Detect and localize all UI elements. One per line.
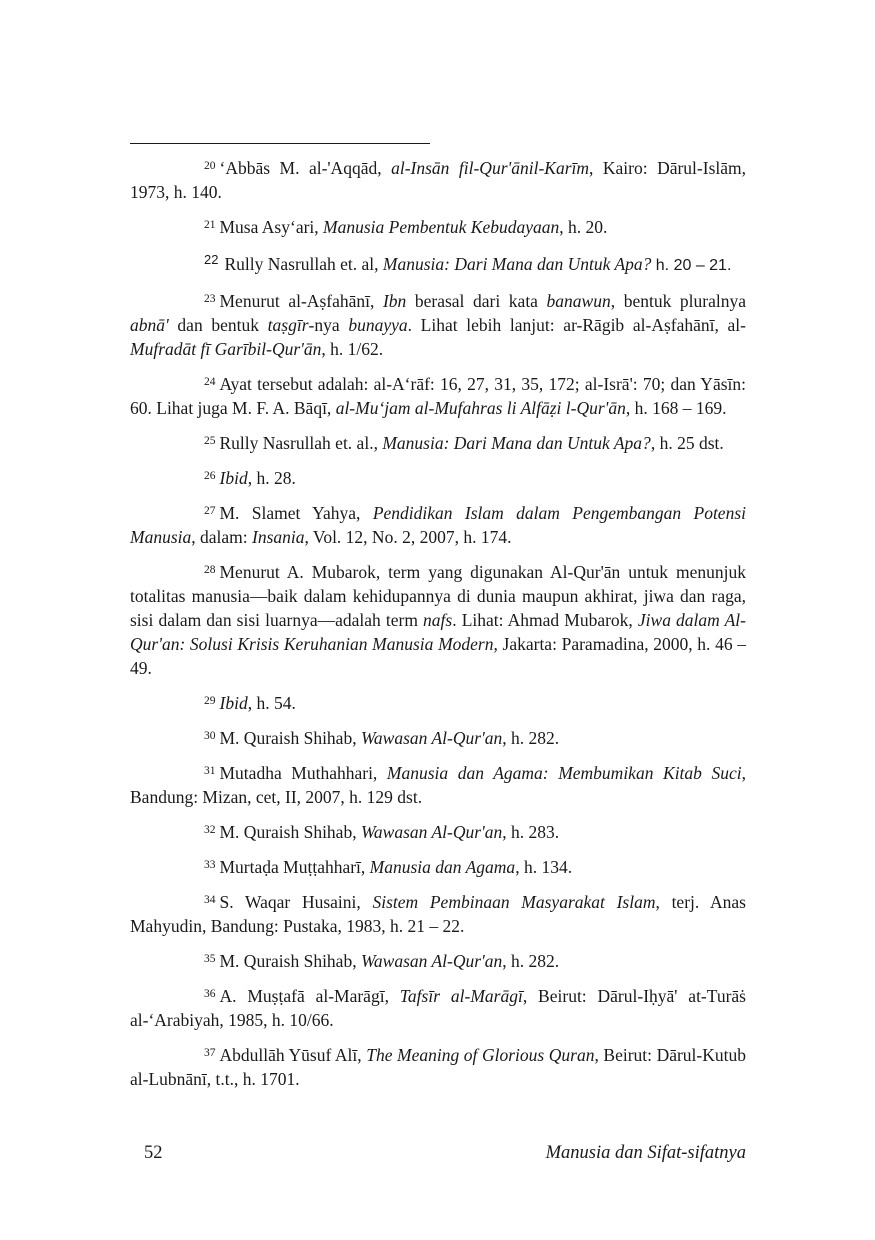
footnote-number: 22 — [204, 252, 219, 267]
footnotes-section — [130, 154, 746, 1100]
footnote-text: Musa Asy‘ari, Manusia Pembentuk Kebudayaan, h. 20. — [219, 217, 608, 237]
footnote-30 — [130, 724, 746, 750]
footnote-28 — [130, 558, 746, 680]
footnote-text: M. Slamet Yahya, Pendidikan Islam dalam Pengembangan Potensi Manusia, dalam: Insania, Vol. 12, No. 2, 2007, h. 174. — [130, 503, 746, 547]
footnote-text: Ibid, h. 54. — [219, 693, 296, 713]
footnote-text: ‘Abbās M. al-'Aqqād, al-Insān fil-Qur'ānil-Karīm, Kairo: Dārul-Islām, 1973, h. 140. — [130, 158, 747, 202]
footnote-text: Abdullāh Yūsuf Alī, The Meaning of Glorious Quran, Beirut: Dārul-Kutub al-Lubnānī, t.t., h. 1701. — [130, 1045, 746, 1089]
footnote-23 — [130, 287, 746, 361]
footnote-22 — [130, 248, 746, 278]
footnote-text: S. Waqar Husaini, Sistem Pembinaan Masyarakat Islam, terj. Anas Mahyudin, Bandung: Pustaka, 1983, h. 21 – 22. — [130, 892, 746, 936]
footnote-text: Rully Nasrullah et. al, Manusia: Dari Mana dan Untuk Apa? h. 20 – 21. — [224, 254, 732, 274]
footnote-36 — [130, 982, 746, 1032]
footnote-29 — [130, 689, 746, 715]
footnote-21 — [130, 213, 746, 239]
footnote-number: 27 — [204, 505, 216, 517]
footnote-number: 32 — [204, 824, 216, 836]
footnote-text: Mutadha Muthahhari, Manusia dan Agama: Membumikan Kitab Suci, Bandung: Mizan, cet, II, 2007, h. 129 dst. — [130, 763, 746, 807]
page-number: 52 — [144, 1143, 163, 1163]
footnote-32 — [130, 818, 746, 844]
footnote-27 — [130, 499, 746, 549]
footnote-number: 31 — [204, 765, 216, 777]
footnote-number: 29 — [204, 695, 216, 707]
footnote-number: 30 — [204, 730, 216, 742]
footnote-37 — [130, 1041, 746, 1091]
footnote-24 — [130, 370, 746, 420]
footnote-text: M. Quraish Shihab, Wawasan Al-Qur'an, h. 282. — [219, 728, 560, 748]
footnote-text: Ibid, h. 28. — [219, 468, 296, 488]
footnote-text: M. Quraish Shihab, Wawasan Al-Qur'an, h. 283. — [219, 822, 560, 842]
footnote-34 — [130, 888, 746, 938]
footnote-number: 21 — [204, 219, 216, 231]
footnote-number: 28 — [204, 564, 216, 576]
footnote-31 — [130, 759, 746, 809]
footnote-33 — [130, 853, 746, 879]
footnote-number: 20 — [204, 160, 216, 172]
footnote-separator-rule — [130, 143, 430, 144]
footnote-text: Menurut A. Mubarok, term yang digunakan Al-Qur'ān untuk menunjuk totalitas manusia—baik dalam kehidupannya di dunia maupun akhirat, jiwa dan raga, sisi dalam dan sisi luarnya—adalah term nafs. Lihat: Ahmad Mubarok, Jiwa dalam Al-Qur'an: Solusi Krisis Keruhanian Manusia Modern, Jakarta: Paramadina, 2000, h. 46 – 49. — [130, 562, 746, 678]
footnote-number: 35 — [204, 953, 216, 965]
footnote-text: Rully Nasrullah et. al., Manusia: Dari Mana dan Untuk Apa?, h. 25 dst. — [219, 433, 724, 453]
footnote-number: 36 — [204, 988, 216, 1000]
footnote-number: 34 — [204, 894, 216, 906]
footnote-text: Menurut al-Aṣfahānī, Ibn berasal dari kata banawun, bentuk pluralnya abnā' dan bentuk taṣgīr-nya bunayya. Lihat lebih lanjut: ar-Rāgib al-Aṣfahānī, al-Mufradāt fī Garībil-Qur'ān, h. 1/62. — [130, 291, 747, 359]
footnote-text: M. Quraish Shihab, Wawasan Al-Qur'an, h. 282. — [219, 951, 560, 971]
footnote-26 — [130, 464, 746, 490]
footnote-number: 23 — [204, 293, 216, 305]
footnote-number: 25 — [204, 435, 216, 447]
footnote-25 — [130, 429, 746, 455]
footnote-number: 37 — [204, 1047, 216, 1059]
footnote-35 — [130, 947, 746, 973]
footnote-text: Ayat tersebut adalah: al-A‘rāf: 16, 27, 31, 35, 172; al-Isrā': 70; dan Yāsīn: 60. Lihat juga M. F. A. Bāqī, al-Mu‘jam al-Mufahras li Alfāẓi l-Qur'ān, h. 168 – 169. — [130, 374, 746, 418]
footnote-number: 26 — [204, 470, 216, 482]
footnote-number: 24 — [204, 376, 216, 388]
footnote-20 — [130, 154, 746, 204]
footnote-number: 33 — [204, 859, 216, 871]
footnote-text: A. Muṣṭafā al-Marāgī, Tafsīr al-Marāgī, Beirut: Dārul-Iḥyā' at-Turāṡ al-‘Arabiyah, 1985, h. 10/66. — [130, 986, 746, 1030]
footnote-text: Murtaḍa Muṭṭahharī, Manusia dan Agama, h. 134. — [219, 857, 573, 877]
running-title: Manusia dan Sifat-sifatnya — [545, 1143, 746, 1163]
